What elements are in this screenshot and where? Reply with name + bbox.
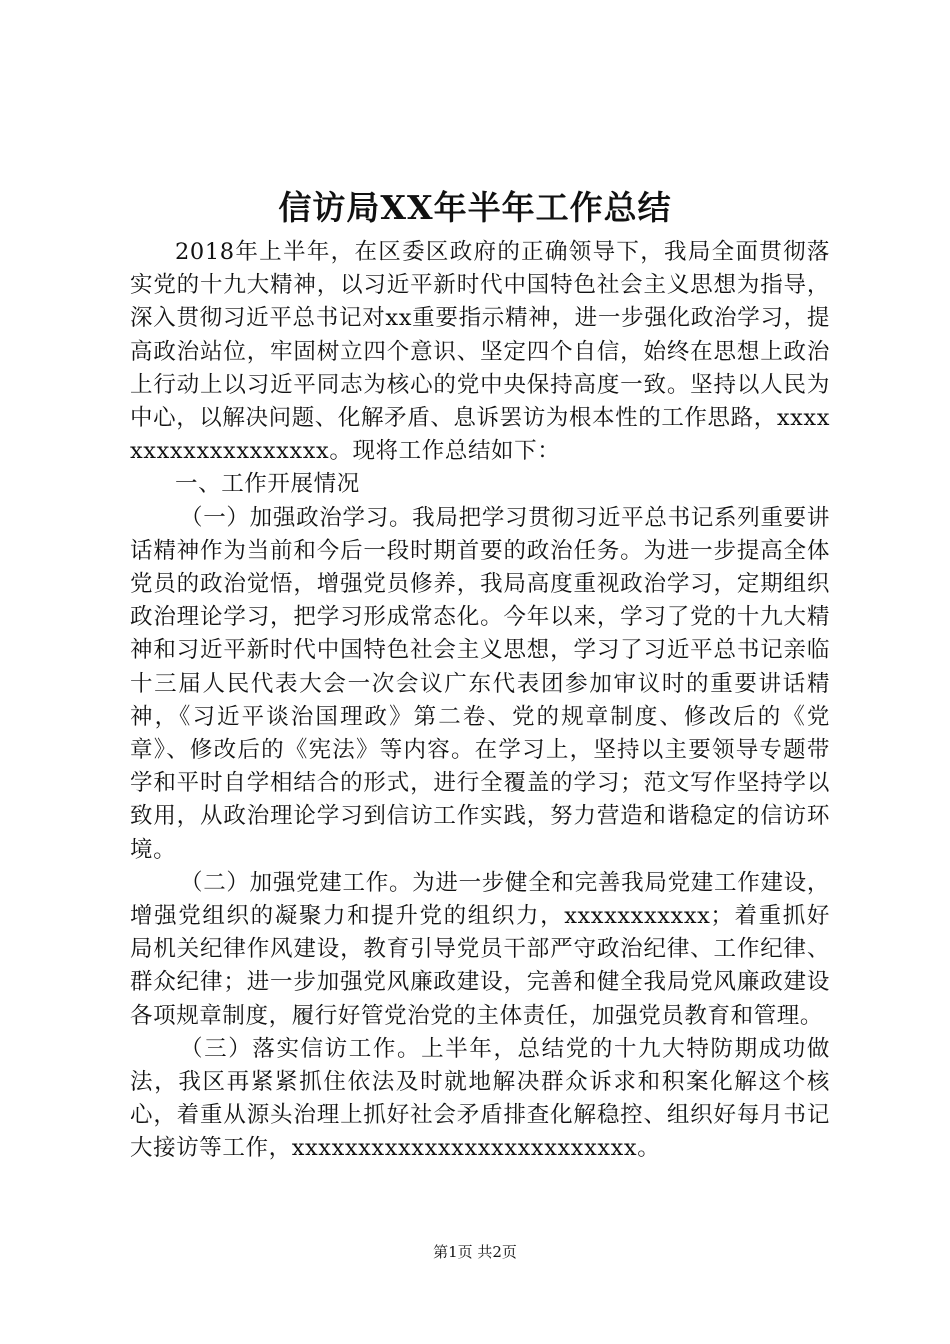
subsection-paragraph-3: （三）落实信访工作。上半年，总结党的十九大特防期成功做法，我区再紧紧抓住依法及时就地解决群众诉求和积案化解这个核心，着重从源头治理上抓好社会矛盾排查化解稳控、组织好每月书记大接访等工作，xxxxxxxxxxxxxxxxxxxxxxxxxx。 (130, 1035, 830, 1162)
page-number: 第1页 共2页 (433, 1243, 517, 1261)
intro-paragraph: 2018年上半年，在区委区政府的正确领导下，我局全面贯彻落实党的十九大精神，以习近平新时代中国特色社会主义思想为指导，深入贯彻习近平总书记对xx重要指示精神，进一步强化政治学习，提高政治站位，牢固树立四个意识、坚定四个自信，始终在思想上政治上行动上以习近平同志为核心的党中央保持高度一致。坚持以人民为中心，以解决问题、化解矛盾、息诉罢访为根本性的工作思路，xxxxxxxxxxxxxxxxxxx。现将工作总结如下： (130, 239, 830, 465)
section-heading: 一、工作开展情况 (175, 471, 360, 498)
subsection-paragraph-1: （一）加强政治学习。我局把学习贯彻习近平总书记系列重要讲话精神作为当前和今后一段时期首要的政治任务。为进一步提高全体党员的政治觉悟，增强党员修养，我局高度重视政治学习，定期组织政治理论学习，把学习形成常态化。今年以来，学习了党的十九大精神和习近平新时代中国特色社会主义思想，学习了习近平总书记亲临十三届人民代表大会一次会议广东代表团参加审议时的重要讲话精神，《习近平谈治国理政》第二卷、党的规章制度、修改后的《党章》、修改后的《宪法》等内容。在学习上，坚持以主要领导专题带学和平时自学相结合的形式，进行全覆盖的学习；范文写作坚持学以致用，从政治理论学习到信访工作实践，努力营造和谐稳定的信访环境。 (130, 504, 830, 863)
document-title: 信访局XX年半年工作总结 (278, 188, 672, 227)
document-body (130, 236, 830, 1166)
subsection-paragraph-2: （二）加强党建工作。为进一步健全和完善我局党建工作建设，增强党组织的凝聚力和提升党的组织力，xxxxxxxxxxx；着重抓好局机关纪律作风建设，教育引导党员干部严守政治纪律、工作纪律、群众纪律；进一步加强党风廉政建设，完善和健全我局党风廉政建设各项规章制度，履行好管党治党的主体责任，加强党员教育和管理。 (130, 869, 830, 1029)
